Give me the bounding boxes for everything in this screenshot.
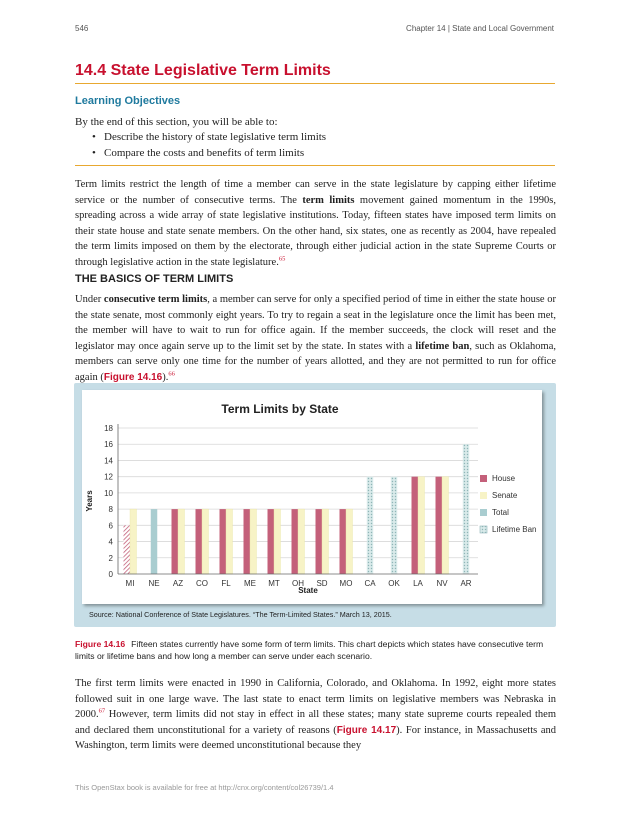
paragraph-history — [75, 676, 556, 754]
legend-swatch — [480, 492, 487, 499]
legend — [480, 474, 536, 534]
paragraph-basics — [75, 292, 556, 386]
x-tick-label: ME — [244, 579, 256, 588]
y-tick-label: 14 — [104, 456, 113, 466]
text-run: The first term limits were enacted in 1990 in California, Colorado, and Oklahoma. In 1992, eight more states followed suit in one large wave. The last state to enact term limits on legislative members was Nebraska in 2000. — [75, 678, 556, 721]
bar-mo-house — [340, 509, 347, 574]
learning-objectives-list — [92, 129, 326, 161]
bar-ar-lifetime-ban — [463, 444, 470, 574]
page-number: 546 — [75, 24, 89, 33]
paragraph-intro — [75, 177, 556, 271]
legend-swatch — [480, 526, 487, 533]
y-tick-label: 16 — [104, 440, 113, 450]
chart-source: Source: National Conference of State Legislatures. “The Term-Limited States.” March 13, 2015. — [89, 610, 392, 619]
bars — [124, 444, 470, 574]
page-footer: This OpenStax book is available for free at http://cnx.org/content/col26739/1.4 — [75, 783, 334, 792]
bar-mi-senate — [130, 509, 137, 574]
bar-nv-senate — [442, 477, 449, 574]
legend-swatch — [480, 509, 487, 516]
y-tick-label: 6 — [108, 521, 113, 531]
bar-mi-house — [124, 525, 131, 574]
bar-fl-senate — [226, 509, 233, 574]
legend-label: Total — [492, 508, 509, 517]
bar-sd-senate — [322, 509, 329, 574]
bar-nv-house — [436, 477, 443, 574]
footnote-link[interactable]: 66 — [168, 370, 175, 378]
text-run: However, term limits did not stay in effect in all these states; many state supreme courts repealed them and declared them unconstitutional for a variety of reasons ( — [75, 709, 556, 736]
x-tick-label: NV — [436, 579, 448, 588]
x-tick-label: OH — [292, 579, 304, 588]
y-tick-label: 2 — [108, 553, 113, 563]
bar-az-house — [172, 509, 179, 574]
x-tick-label: SD — [316, 579, 328, 588]
learning-objectives-intro: By the end of this section, you will be able to: — [75, 116, 278, 128]
x-tick-label: AR — [460, 579, 472, 588]
subsection-heading: THE BASICS OF TERM LIMITS — [75, 273, 234, 285]
footnote-link[interactable]: 65 — [278, 255, 286, 263]
text-run: ). — [162, 371, 169, 383]
text-run: ). For instance, in Massachusetts and Washington, term limits were deemed unconstitutional because they — [75, 724, 556, 752]
text-run: movement gained momentum in the 1990s, spreading across a wide array of state legislative institutions. Today, fifteen states have imposed term limits on their state house and state senate members. On the other hand, six states, one as recently as 2004, have repealed the term limits imposed on them by the electorate, through either judicial action in the state Supreme Courts or through legislative action in the state legislature. — [75, 194, 556, 268]
term-limits-chart — [82, 390, 542, 604]
bar-az-senate — [178, 509, 185, 574]
text-run: , such as Oklahoma, members can serve only one time for the number of years allotted, and they are not permitted to run for office again ( — [75, 340, 556, 383]
bar-ca-lifetime-ban — [367, 477, 374, 574]
text-run: Under — [75, 294, 104, 305]
y-tick-label: 12 — [104, 472, 113, 482]
x-tick-label: FL — [221, 579, 231, 588]
bar-la-house — [412, 477, 419, 574]
caption-text: Fifteen states currently have some form of term limits. This chart depicts which states have consecutive term limits or lifetime bans and how long a member can serve under each scenario. — [75, 639, 544, 661]
title-rule — [75, 83, 555, 84]
term-bold: lifetime ban — [415, 340, 470, 352]
y-tick-label: 10 — [104, 488, 113, 498]
legend-label: Lifetime Ban — [492, 525, 537, 534]
x-tick-label: MI — [125, 579, 135, 588]
y-tick-label: 8 — [108, 505, 113, 515]
bar-me-house — [244, 509, 251, 574]
x-tick-label: CO — [196, 579, 208, 588]
bar-co-senate — [202, 509, 209, 574]
objectives-rule — [75, 165, 555, 166]
bar-oh-senate — [298, 509, 305, 574]
figure-link[interactable]: Figure 14.16 — [103, 371, 163, 383]
caption-label: Figure 14.16 — [75, 639, 126, 649]
bar-mt-house — [268, 509, 275, 574]
footnote-link[interactable]: 67 — [98, 707, 106, 715]
legend-label: House — [492, 474, 516, 483]
x-axis-label: State — [298, 586, 318, 595]
y-axis-label: Years — [85, 490, 94, 512]
objective-item: • Describe the history of state legislative term limits — [92, 129, 326, 145]
bar-mt-senate — [274, 509, 281, 574]
learning-objectives-heading: Learning Objectives — [75, 95, 181, 107]
x-tick-label: LA — [413, 579, 423, 588]
objective-item: • Compare the costs and benefits of term limits — [92, 145, 326, 161]
bar-mo-senate — [346, 509, 353, 574]
y-tick-label: 0 — [108, 570, 113, 579]
x-tick-label: OK — [388, 579, 400, 588]
bar-la-senate — [418, 477, 425, 574]
chapter-header: Chapter 14 | State and Local Government — [406, 24, 554, 33]
bar-me-senate — [250, 509, 257, 574]
x-tick-label: NE — [148, 579, 160, 588]
y-tick-label: 18 — [104, 424, 113, 433]
text-run: Term limits restrict the length of time a member can serve in the state legislature by capping either lifetime service or the number of consecutive terms. The — [75, 179, 556, 206]
x-tick-label: MO — [339, 579, 353, 588]
x-tick-label: AZ — [172, 579, 184, 588]
term-bold: term limits — [302, 194, 355, 206]
section-title: 14.4 State Legislative Term Limits — [75, 62, 331, 79]
figure-caption — [75, 638, 555, 662]
figure-link[interactable]: Figure 14.17 — [336, 724, 397, 736]
legend-swatch — [480, 475, 487, 482]
y-tick-label: 4 — [108, 537, 113, 547]
bar-ok-lifetime-ban — [391, 477, 398, 574]
figure-container — [74, 383, 556, 627]
legend-label: Senate — [492, 491, 518, 500]
term-bold: consecutive term limits — [103, 294, 208, 305]
text-run: , a member can serve for only a specified period of time in either the state house or the state senate, most commonly eight years. To try to regain a seat in the legislature once the limit has been met, the member will have to wait to run for office again. If the member succeeds, the clock will reset and the legislator may once again serve up to the limit set by the state. In states with a — [75, 294, 556, 352]
bar-fl-house — [220, 509, 227, 574]
bar-co-house — [196, 509, 203, 574]
chart-title: Term Limits by State — [221, 402, 339, 416]
x-tick-label: CA — [364, 579, 376, 588]
chart-panel — [82, 390, 542, 619]
x-tick-label: MT — [268, 579, 280, 588]
bar-sd-house — [316, 509, 323, 574]
bar-oh-house — [292, 509, 299, 574]
bar-ne-total — [151, 509, 158, 574]
